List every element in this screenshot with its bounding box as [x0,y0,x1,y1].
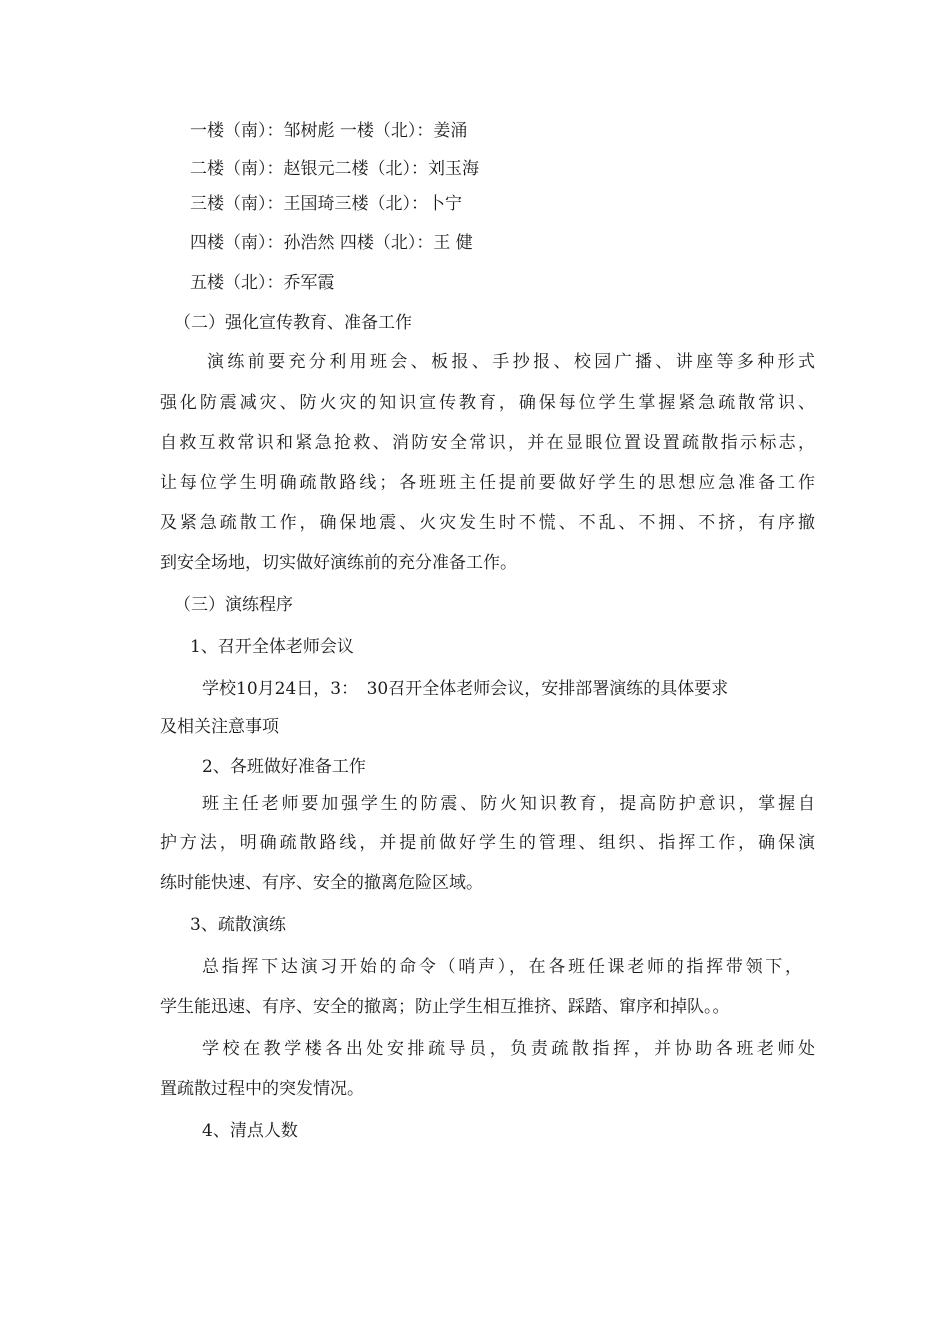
section-2-paragraph-line: 到安全场地，切实做好演练前的充分准备工作。 [160,553,517,573]
floor-list-line-2: 二楼（南）：赵银元二楼（北）：刘玉海 [190,159,479,179]
section-2-paragraph-line: 演练前要充分利用班会、板报、手抄报、校园广播、讲座等多种形式 [207,352,815,372]
floor-list-line-5: 五楼（北）：乔军霞 [190,273,335,293]
section-2-paragraph-line: 及紧急疏散工作，确保地震、火灾发生时不慌、不乱、不拥、不挤，有序撤 [160,513,815,533]
step-3-text-line: 学生能迅速、有序、安全的撤离；防止学生相互推挤、踩踏、窜序和掉队。。 [160,997,730,1017]
step-3-text-line: 总指挥下达演习开始的命令（哨声），在各班任课老师的指挥带领下， [202,957,802,977]
section-2-paragraph-line: 强化防震减灾、防火灾的知识宣传教育，确保每位学生掌握紧急疏散常识、 [160,393,815,413]
step-2-title: 2、各班做好准备工作 [202,757,366,777]
step-2-text-line: 护方法，明确疏散路线，并提前做好学生的管理、组织、指挥工作，确保演 [160,833,815,853]
step-1-text-line: 及相关注意事项 [160,717,279,737]
section-2-heading: （二）强化宣传教育、准备工作 [174,313,412,333]
step-3-title: 3、疏散演练 [190,915,286,935]
section-2-paragraph-line: 自救互救常识和紧急抢救、消防安全常识，并在显眼位置设置疏散指示标志， [160,433,815,453]
step-4-title: 4、清点人数 [202,1121,298,1141]
step-2-text-line: 班主任老师要加强学生的防震、防火知识教育，提高防护意识，掌握自 [202,794,815,814]
floor-list-line-4: 四楼（南）：孙浩然 四楼（北）：王 健 [190,233,473,253]
section-2-paragraph-line: 让每位学生明确疏散路线；各班班主任提前要做好学生的思想应急准备工作 [160,473,815,493]
floor-list-line-3: 三楼（南）：王国琦三楼（北）：卜宁 [190,194,462,214]
section-3-heading: （三）演练程序 [174,595,293,615]
step-1-text-line: 学校10月24日，3： 30召开全体老师会议，安排部署演练的具体要求 [202,679,729,699]
step-2-text-line: 练时能快速、有序、安全的撤离危险区域。 [160,873,483,893]
floor-list-line-1: 一楼（南）：邹树彪 一楼（北）：姜涌 [190,121,468,141]
step-3-text-line: 置疏散过程中的突发情况。 [160,1079,364,1099]
step-3-text-line: 学校在教学楼各出处安排疏导员，负责疏散指挥，并协助各班老师处 [202,1039,815,1059]
step-1-title: 1、召开全体老师会议 [190,637,354,657]
